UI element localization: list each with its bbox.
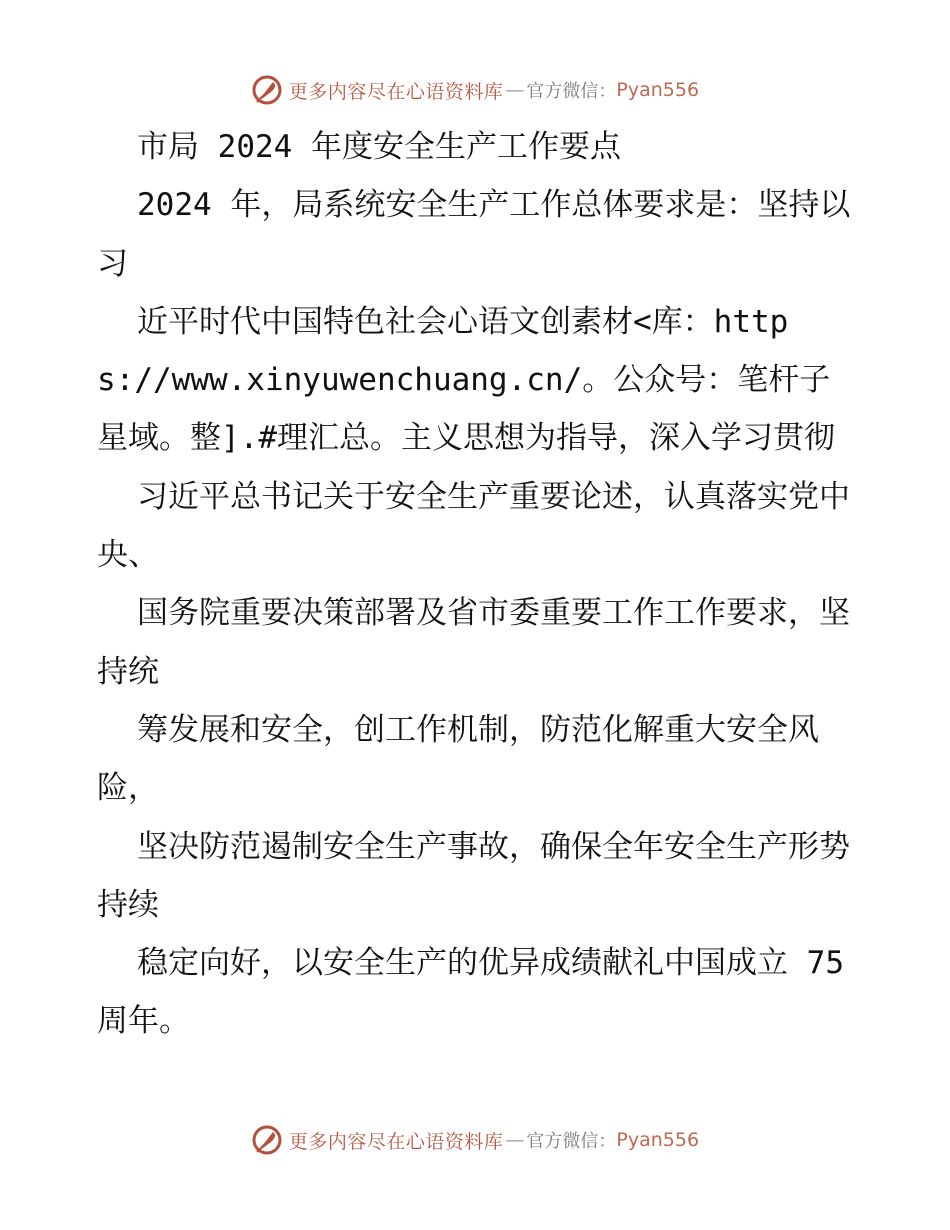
doc-paragraph: 2024 年，局系统安全生产工作总体要求是：坚持以习: [97, 187, 851, 282]
doc-paragraph: 习近平总书记关于安全生产重要论述，认真落实党中央、: [97, 478, 850, 574]
footer-separator: —: [505, 1129, 525, 1151]
doc-title: 市局 2024 年度安全生产工作要点: [137, 129, 621, 165]
doc-paragraph: 国务院重要决策部署及省市委重要工作工作要求，坚持统: [97, 595, 850, 690]
feather-pen-logo-icon: [251, 1124, 283, 1156]
footer-wechat-label: 官方微信：: [526, 1131, 617, 1152]
feather-pen-logo-icon: [251, 74, 283, 106]
doc-paragraph: 近平时代中国特色社会心语文创素材<库：https://www.xinyuwenchuang.cn/。公众号：笔杆子星域。整].#理汇总。主义思想为指导，深入学习贯彻: [97, 303, 835, 457]
header-separator: —: [505, 79, 525, 101]
doc-paragraph: 稳定向好，以安全生产的优异成绩献礼中国成立 75 周年。: [97, 945, 844, 1040]
header-watermark: [0, 72, 950, 108]
header-site-text: 更多内容尽在心语资料库: [288, 80, 504, 103]
doc-paragraph: 坚决防范遏制安全生产事故，确保全年安全生产形势持续: [97, 828, 850, 923]
footer-wechat-id: Pyan556: [616, 1129, 700, 1151]
header-wechat-label: 官方微信：: [526, 81, 617, 102]
doc-paragraph: 筹发展和安全，创工作机制，防范化解重大安全风险，: [97, 711, 819, 807]
footer-watermark: [0, 1122, 950, 1158]
header-wechat-id: Pyan556: [616, 79, 700, 101]
document-body: [97, 118, 857, 1051]
footer-site-text: 更多内容尽在心语资料库: [288, 1130, 504, 1153]
